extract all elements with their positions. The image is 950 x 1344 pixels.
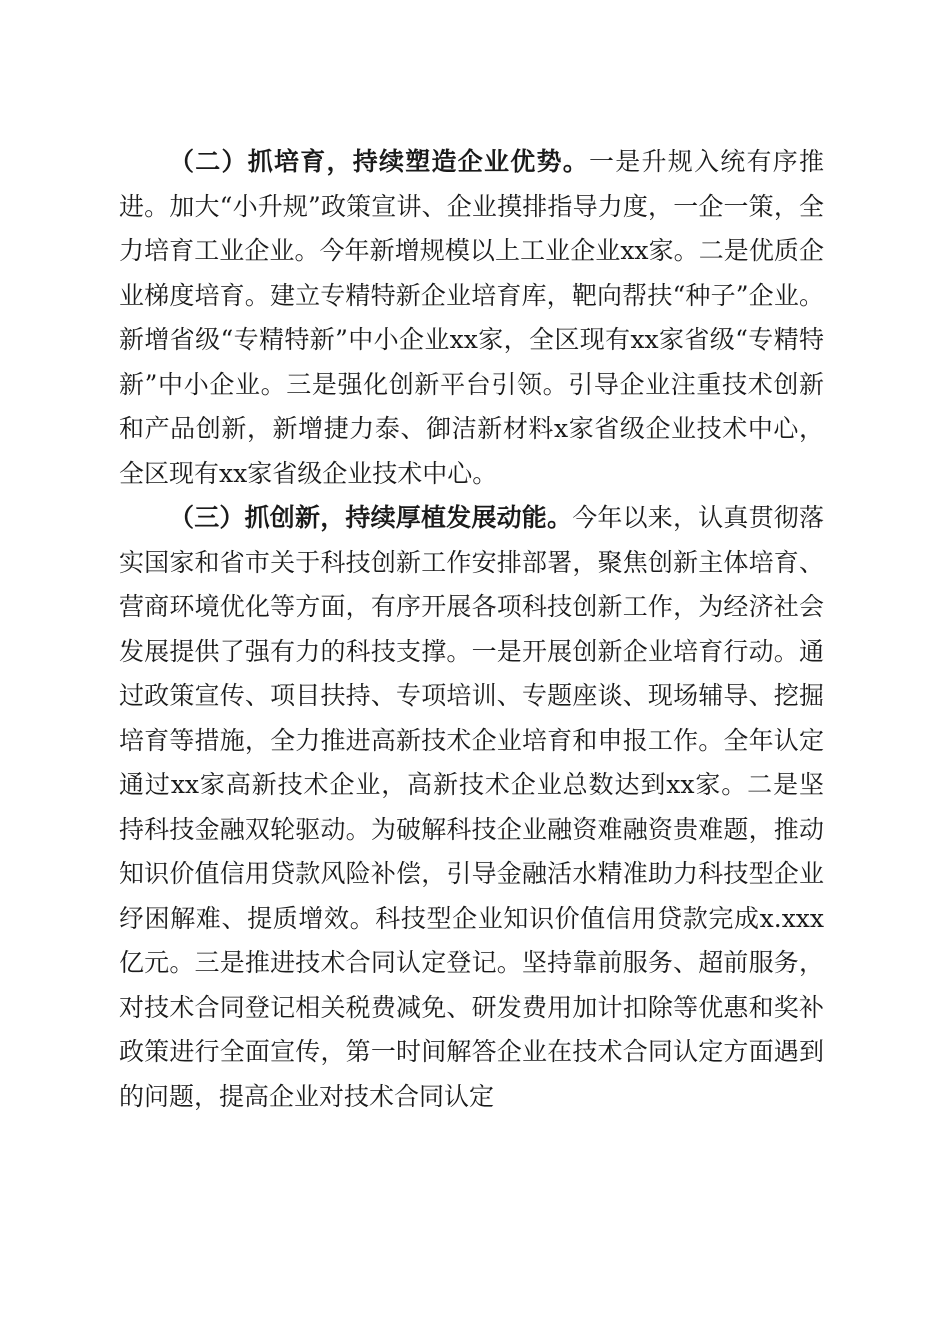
paragraph-body: 一是升规入统有序推进。加大“小升规”政策宣讲、企业摸排指导力度，一企一策，全力培育工业企业。今年新增规模以上工业企业xx家。二是优质企业梯度培育。建立专精特新企业培育库，靶向帮扶“种子”企业。新增省级“专精特新”中小企业xx家，全区现有xx家省级“专精特新”中小企业。三是强化创新平台引领。引导企业注重技术创新和产品创新，新增捷力泰、御洁新材料x家省级企业技术中心，全区现有xx家省级企业技术中心。 (119, 147, 824, 488)
document-body (119, 140, 824, 1119)
paragraph-body: 今年以来，认真贯彻落实国家和省市关于科技创新工作安排部署，聚焦创新主体培育、营商环境优化等方面，有序开展各项科技创新工作，为经济社会发展提供了强有力的科技支撑。一是开展创新企业培育行动。通过政策宣传、项目扶持、专项培训、专题座谈、现场辅导、挖掘培育等措施，全力推进高新技术企业培育和申报工作。全年认定通过xx家高新技术企业，高新技术企业总数达到xx家。二是坚持科技金融双轮驱动。为破解科技企业融资难融资贵难题，推动知识价值信用贷款风险补偿，引导金融活水精准助力科技型企业纾困解难、提质增效。科技型企业知识价值信用贷款完成x.xxx亿元。三是推进技术合同认定登记。坚持靠前服务、超前服务，对技术合同登记相关税费减免、研发费用加计扣除等优惠和奖补政策进行全面宣传，第一时间解答企业在技术合同认定方面遇到的问题，提高企业对技术合同认定 (119, 503, 824, 1111)
paragraph-heading: （二）抓培育，持续塑造企业优势。 (169, 147, 589, 176)
paragraph-cultivation (119, 140, 824, 496)
paragraph-heading: （三）抓创新，持续厚植发展动能。 (169, 503, 573, 532)
paragraph-innovation (119, 496, 824, 1119)
